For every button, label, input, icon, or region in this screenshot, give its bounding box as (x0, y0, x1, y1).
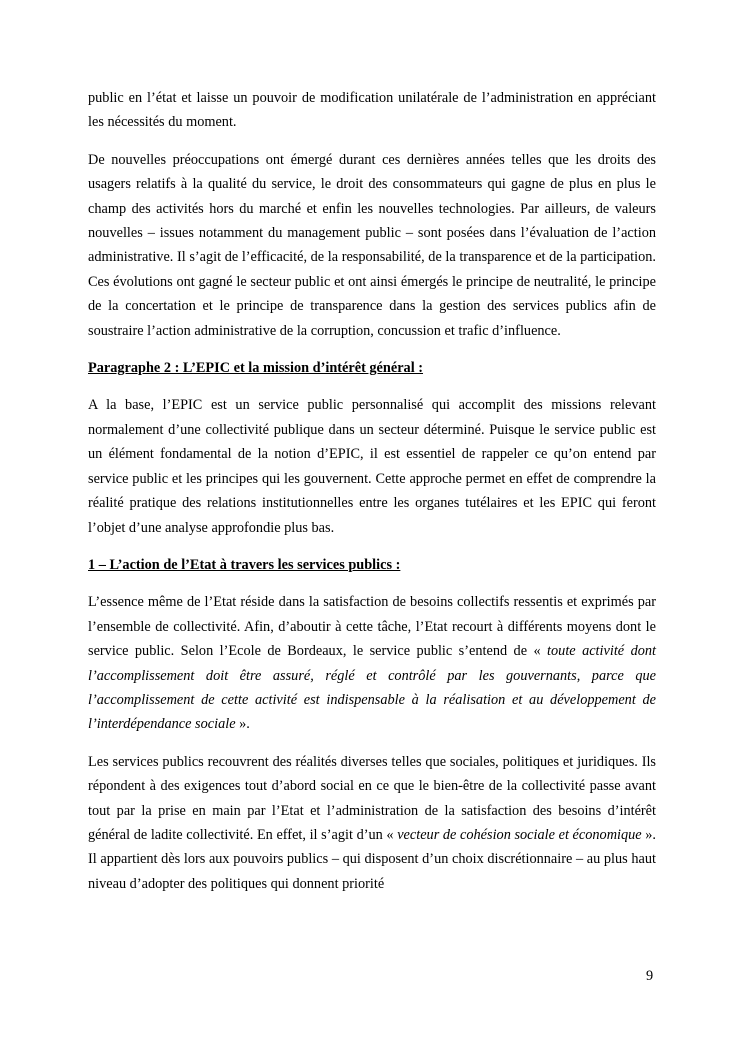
quote-italic: toute activité dont l’accomplissement doit être assuré, réglé et contrôlé par les gouvernants, parce que l’accomplissement de cette activité est indispensable à la réalisation et au développement de l’interdépendance sociale (88, 643, 656, 733)
paragraph-4: L’essence même de l’Etat réside dans la satisfaction de besoins collectifs ressentis et exprimés par l’ensemble de collectivité. Afin, d’aboutir à cette tâche, l’Etat recourt à différents moyens dont le service public. Selon l’Ecole de Bordeaux, le service public s’entend de « toute activité dont l’accomplissement doit être assuré, réglé et contrôlé par les gouvernants, parce que l’accomplissement de cette activité est indispensable à la réalisation et au développement de l’interdépendance sociale ». (88, 594, 656, 733)
section-heading-paragraphe-2: Paragraphe 2 : L’EPIC et la mission d’intérêt général : (88, 360, 424, 377)
paragraph-3: A la base, l’EPIC est un service public personnalisé qui accomplit des missions relevant normalement d’une collectivité publique dans un secteur déterminé. Puisque le service public est un élément fondamental de la notion d’EPIC, il est essentiel de rappeler ce qu’on entend par service public et les principes qui les gouvernent. Cette approche permet en effet de comprendre la réalité pratique des relations institutionnelles entre les organes tutélaires et les EPIC qui feront l’objet d’une analyse approfondie plus bas. (88, 397, 656, 536)
page-number: 9 (646, 968, 654, 984)
paragraph-2: De nouvelles préoccupations ont émergé durant ces dernières années telles que les droits des usagers relatifs à la qualité du service, le droit des consommateurs qui gagne de plus en plus le champ des activités hors du marché et enfin les nouvelles technologies. Par ailleurs, de valeurs nouvelles – issues notamment du management public – sont posées dans l’évaluation de l’action administrative. Il s’agit de l’efficacité, de la responsabilité, de la transparence et de la participation. Ces évolutions ont gagné le secteur public et ont ainsi émergés le principe de neutralité, le principe de la concertation et le principe de transparence dans la gestion des services publics afin de soustraire l’action administrative de la corruption, concussion et trafic d’influence. (88, 151, 656, 339)
section-heading-action-etat: 1 – L’action de l’Etat à travers les services publics : (88, 556, 401, 573)
quote-italic: vecteur de cohésion sociale et économique (397, 826, 642, 843)
paragraph-1: public en l’état et laisse un pouvoir de modification unilatérale de l’administration en appréciant les nécessités du moment. (88, 90, 656, 131)
document-body (88, 86, 656, 909)
paragraph-5: Les services publics recouvrent des réalités diverses telles que sociales, politiques et juridiques. Ils répondent à des exigences tout d’abord social en ce que le bien-être de la collectivité passe avant tout par la prise en main par l’Etat et l’administration de la satisfaction des besoins d’intérêt général de ladite collectivité. En effet, il s’agit d’un « vecteur de cohésion sociale et économique ». Il appartient dès lors aux pouvoirs publics – qui disposent d’un choix discrétionnaire – au plus haut niveau d’adopter des politiques qui donnent priorité (88, 753, 656, 892)
